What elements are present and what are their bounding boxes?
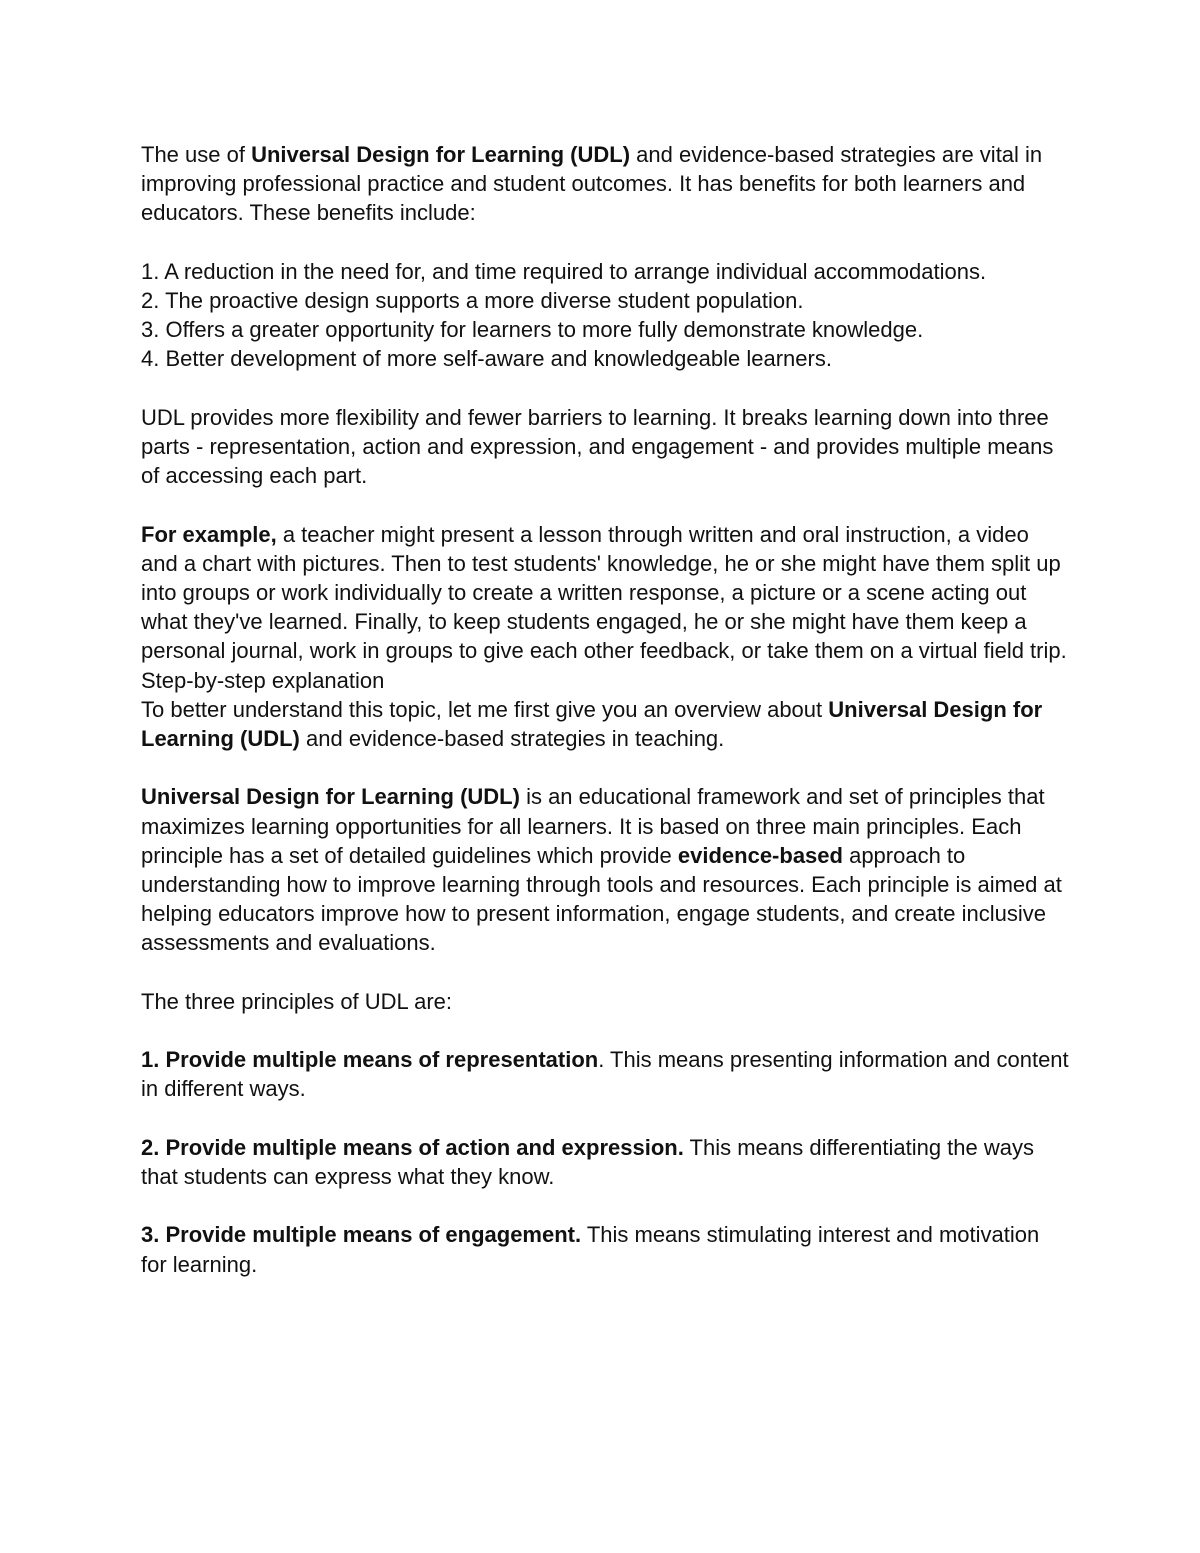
overview-udl-term: Universal Design for Learning (UDL) <box>141 696 1043 752</box>
spacer <box>141 958 1071 987</box>
spacer <box>141 1191 1071 1220</box>
intro-udl-term: Universal Design for Learning (UDL) <box>251 142 631 167</box>
spacer <box>141 753 1071 782</box>
benefit-item-2: 2. The proactive design supports a more diverse student population. <box>141 288 804 313</box>
principle-text-3: This means stimulating interest and motivation for learning. <box>141 1222 1040 1277</box>
benefit-item-1: 1. A reduction in the need for, and time required to arrange individual accommodations. <box>141 258 987 284</box>
example-text: a teacher might present a lesson through written and oral instruction, a video and a chart with pictures. Then to test students' knowledge, he or she might have them split up into groups or work individually to create a written response, a picture or a scene acting out what they've learned. Finally, to keep students engaged, he or she might have them keep a personal journal, work in groups to give each other feedback, or take them on a virtual field trip. <box>141 521 1067 664</box>
definition-evidence-term: evidence-based <box>677 842 843 868</box>
principle-text-2: This means differentiating the ways that students can express what they know. <box>141 1134 1034 1189</box>
principle-text-1: . This means presenting information and content in different ways. <box>141 1047 1069 1102</box>
example-lead: For example, <box>141 521 277 547</box>
principle-item-3 <box>141 1220 1071 1278</box>
intro-text-2: and evidence-based strategies are vital in improving professional practice and student outcomes. It has benefits for both learners and educators. These benefits include: <box>141 142 1043 226</box>
step-heading: Step-by-step explanation <box>141 667 385 693</box>
udl-paragraph: UDL provides more flexibility and fewer barriers to learning. It breaks learning down into three parts - representation, action and expression, and engagement - and provides multiple means of accessing each part. <box>141 404 1054 489</box>
benefit-item-4: 4. Better development of more self-aware and knowledgeable learners. <box>141 346 832 372</box>
principle-title-1: 1. Provide multiple means of representation <box>141 1047 599 1073</box>
benefit-item-3: 3. Offers a greater opportunity for learners to more fully demonstrate knowledge. <box>141 317 924 343</box>
overview-text-1: To better understand this topic, let me first give you an overview about <box>141 696 829 722</box>
spacer <box>141 374 1071 403</box>
intro-paragraph <box>141 140 1071 228</box>
spacer <box>141 228 1071 257</box>
definition-paragraph <box>141 782 1071 957</box>
spacer <box>141 1104 1071 1133</box>
principle-item-2 <box>141 1133 1071 1191</box>
principles-intro: The three principles of UDL are: <box>141 988 452 1014</box>
spacer <box>141 490 1071 519</box>
definition-text-2: approach to understanding how to improve learning through tools and resources. Each principle is aimed at helping educators improve how to present information, engage students, and create inclusive assessments and evaluations. <box>141 842 1062 956</box>
principle-title-3: 3. Provide multiple means of engagement. <box>141 1222 582 1248</box>
definition-text-1: is an educational framework and set of principles that maximizes learning opportunities for all learners. It is based on three main principles. Each principle has a set of detailed guidelines which provide <box>141 784 1045 868</box>
document-page <box>141 140 1071 1279</box>
definition-udl-term: Universal Design for Learning (UDL) <box>141 784 520 810</box>
overview-text-2: and evidence-based strategies in teaching. <box>299 726 725 752</box>
principle-item-1 <box>141 1045 1071 1103</box>
principle-title-2: 2. Provide multiple means of action and expression. <box>141 1134 684 1160</box>
overview-paragraph <box>141 695 1071 753</box>
intro-text-1: The use of <box>141 142 252 167</box>
example-paragraph <box>141 520 1071 666</box>
spacer <box>141 1016 1071 1045</box>
